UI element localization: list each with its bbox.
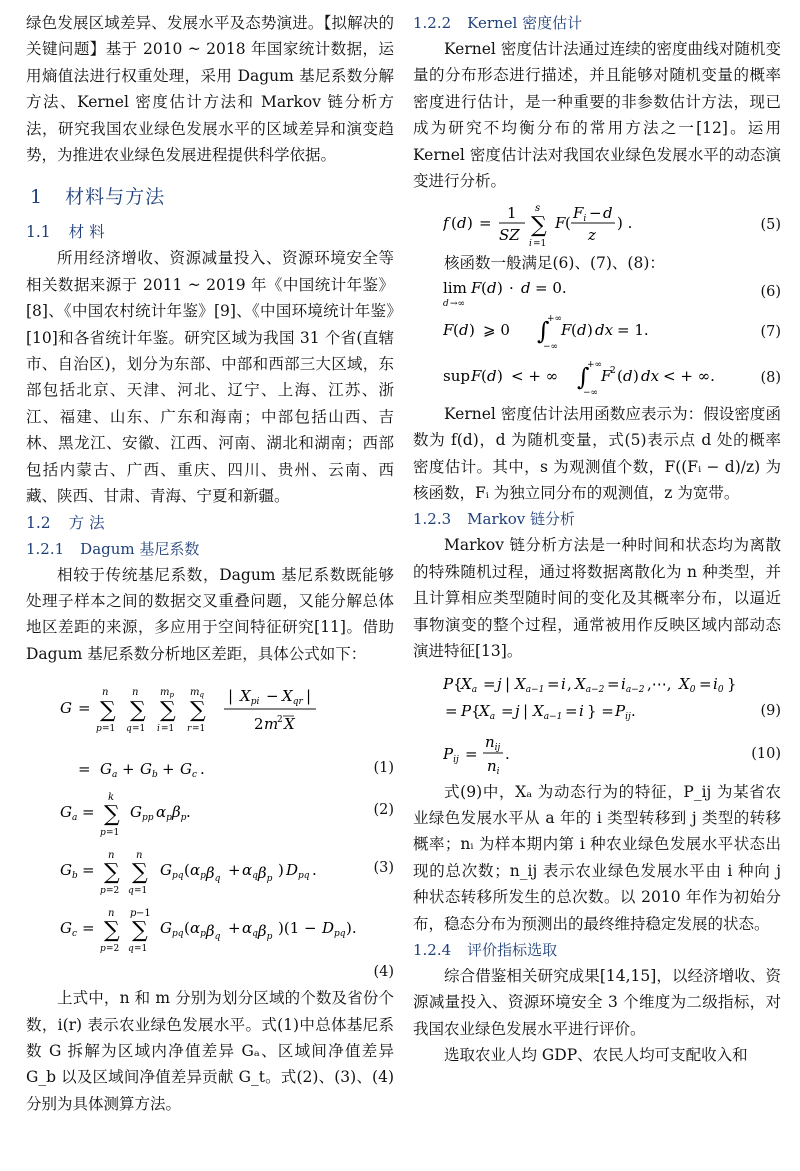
svg-text:−∞: −∞ — [583, 387, 599, 398]
svg-text:=1: =1 — [134, 886, 148, 897]
svg-text:(: ( — [617, 366, 623, 385]
svg-text:i: i — [529, 239, 532, 250]
svg-text:.: . — [312, 861, 317, 880]
svg-text:αqβp: $\alpha_q\beta_p$ — [242, 919, 273, 943]
svg-text:d: d — [577, 320, 587, 339]
svg-text:|: | — [228, 687, 234, 706]
section-1-2-3-heading — [413, 506, 781, 532]
svg-text:Gc: $G_c$ — [60, 919, 78, 940]
svg-text:< + ∞: < + ∞ — [511, 366, 559, 385]
section-title: Dagum 基尼系数 — [80, 539, 200, 558]
svg-text:.: . — [631, 701, 636, 720]
svg-text:(: ( — [571, 320, 577, 339]
equation-5 — [413, 198, 781, 250]
svg-text:): ) — [633, 366, 639, 385]
svg-text:d: d — [623, 366, 633, 385]
markov-paragraph-2: 式(9)中，Xₐ 为动态行为的特征，P_ij 为某省农业绿色发展水平从 a 年的 i 类型转移到 j 类型的转移概率；nᵢ 为样本期内第 i 种农业绿色发展水平状态出现的总次数；n_ij 表示农业绿色发展水平由 i 种向 j 种状态转移所发生的总次数。以 2010 年作为初始分布，稳态分布为预测出的最终维持稳定发展的状态。 — [413, 782, 781, 933]
svg-text:Ga: $G_a$ — [60, 803, 78, 824]
svg-text:∫: ∫ — [577, 362, 590, 391]
section-number: 1.2.3 — [413, 510, 452, 529]
kernel-conditions-text: 核函数一般满足(6)、(7)、(8)： — [444, 254, 665, 273]
svg-text:αp: $\alpha_p$ — [156, 803, 172, 824]
svg-text:∫: ∫ — [537, 316, 550, 345]
section-title: 评价指标选取 — [467, 940, 558, 959]
svg-text:F: F — [443, 320, 454, 339]
svg-text:d: d — [603, 204, 613, 223]
svg-text:F: F — [471, 366, 482, 385]
svg-text:i: i — [561, 674, 566, 693]
svg-text:i0: $i_0$ — [713, 674, 724, 695]
equation-8 — [413, 355, 781, 401]
svg-text:∑: ∑ — [100, 698, 116, 724]
equation-number: (7) — [760, 323, 781, 340]
svg-text:=1: =1 — [106, 828, 120, 839]
equation-number: (5) — [760, 217, 781, 234]
svg-text:Ga: $G_a$ — [100, 760, 118, 781]
svg-text:=1: =1 — [134, 944, 148, 955]
svg-text:⩾ 0: ⩾ 0 — [483, 320, 510, 339]
equation-7 — [413, 311, 781, 353]
svg-text:Gb: $G_b$ — [60, 861, 78, 882]
dagum-paragraph: 相较于传统基尼系数，Dagum 基尼系数既能够处理子样本之间的数据交叉重叠问题，又能分解总体地区差距的来源，多应用于空间特征研究[11]。借助 Dagum 基尼系数分析地区差距，具体公式如下： — [26, 565, 394, 663]
svg-text:): ) — [469, 320, 475, 339]
svg-text:dx: dx — [641, 366, 660, 385]
svg-text:f: f — [443, 214, 449, 233]
svg-text:=: = — [501, 701, 514, 720]
equation-7-formula — [443, 311, 723, 353]
svg-text:=1: =1 — [132, 724, 146, 735]
equation-2-formula — [60, 789, 290, 839]
svg-text:d: d — [457, 214, 467, 233]
svg-text:=: = — [699, 674, 712, 693]
section-title: Kernel 密度估计 — [467, 14, 583, 32]
svg-text:j: j — [497, 674, 502, 693]
svg-text:=: = — [565, 701, 578, 720]
equation-number: (9) — [760, 702, 781, 719]
svg-text:q: q — [126, 724, 132, 735]
equation-4-formula — [60, 905, 400, 957]
equation-number: (3) — [373, 860, 394, 877]
equation-9 — [413, 669, 781, 725]
svg-text:q: q — [128, 944, 134, 955]
right-column — [413, 10, 781, 1069]
svg-text:∑: ∑ — [531, 213, 547, 239]
svg-text:Xa−1: $X_{a-1}$ — [533, 701, 563, 722]
section-1-1-heading — [26, 219, 394, 245]
svg-text:=: = — [465, 744, 478, 763]
equation-8-formula — [443, 355, 773, 401]
svg-text:αpβq: $\alpha_p\beta_q$ — [190, 919, 221, 943]
svg-text:): ) — [278, 861, 284, 880]
svg-text:=2: =2 — [106, 944, 120, 955]
svg-text:G: G — [60, 699, 72, 718]
left-column — [26, 10, 394, 1117]
equation-10-formula — [443, 729, 643, 779]
svg-text:Gb: $G_b$ — [140, 760, 158, 781]
svg-text:−: − — [266, 687, 279, 706]
equation-6-formula — [443, 277, 683, 309]
svg-text:mq: $m_q$ — [190, 687, 204, 700]
svg-text:(: ( — [451, 214, 457, 233]
section-number: 1.2.2 — [413, 14, 452, 32]
materials-paragraph: 所用经济增收、资源减量投入、资源环境安全等相关数据来源于 2011 ~ 2019 年《中国统计年鉴》[8]、《中国农村统计年鉴》[9]、《中国环境统计年鉴》[10]和各省统计年鉴。研究区域为我国 31 个省(直辖市、自治区)，划分为东部、中部和西部三大区域，东部包括北京、天津、河北、辽宁、上海、江苏、浙江、福建、山东、广东和海南；中部包括山西、吉林、黑龙江、安徽、江西、河南、湖北和湖南；西部包括内蒙古、广西、重庆、四川、贵州、云南、西藏、陕西、甘肃、青海、宁夏和新疆。 — [26, 249, 394, 506]
svg-text:,: , — [567, 674, 572, 693]
svg-text:F: F — [561, 320, 572, 339]
svg-text:.: . — [505, 744, 510, 763]
svg-text:=: = — [82, 919, 95, 938]
svg-text:=1: =1 — [161, 724, 175, 735]
svg-text:(: ( — [184, 919, 190, 938]
svg-text:.: . — [200, 760, 205, 779]
section-number: 1.1 — [26, 223, 51, 242]
svg-text:(: ( — [565, 214, 571, 233]
svg-text:=1: =1 — [192, 724, 206, 735]
equation-number: (2) — [373, 802, 394, 819]
equation-1 — [26, 673, 394, 751]
svg-text:=: = — [82, 803, 95, 822]
equation-6 — [413, 277, 781, 309]
svg-text:): ) — [497, 278, 503, 297]
equation-number: (8) — [760, 369, 781, 386]
svg-text:+: + — [228, 861, 241, 880]
svg-text:nij: $n_{ij}$ — [485, 732, 501, 753]
svg-text:p: p — [100, 828, 106, 839]
svg-text:=1: =1 — [102, 724, 116, 735]
svg-text:): ) — [467, 214, 473, 233]
svg-text:Xqr: $X_{qr}$ — [282, 687, 303, 708]
svg-text:·: · — [509, 278, 514, 297]
svg-text:→∞: →∞ — [450, 298, 466, 309]
equation-number: (4) — [373, 964, 394, 981]
svg-text:(: ( — [481, 278, 487, 297]
equation-9-formula — [443, 669, 800, 725]
svg-text:|: | — [523, 701, 529, 720]
svg-text:Fi: $F_i$ — [573, 204, 587, 225]
equation-explanation-paragraph: 上式中，n 和 m 分别为划分区域的个数及省份个数，i(r) 表示农业绿色发展水平。式(1)中总体基尼系数 G 拆解为区域内净值差异 Gₐ、区域间净值差异 G_b 以及区域间净值差异贡献 G_t。式(2)、(3)、(4)分别为具体测算方法。 — [26, 989, 394, 1113]
equation-3 — [26, 847, 394, 899]
svg-text:d: d — [521, 278, 531, 297]
svg-text:r: r — [187, 724, 192, 735]
svg-text:= 0.: = 0. — [535, 278, 567, 297]
svg-text:SZ: SZ — [499, 226, 520, 245]
svg-text:∑: ∑ — [130, 698, 146, 724]
svg-text:{: { — [471, 701, 481, 720]
section-1-heading — [30, 182, 394, 209]
svg-text:2: 2 — [254, 715, 264, 734]
indicators-paragraph-2: 选取农业人均 GDP、农民人均可支配收入和 — [444, 1046, 748, 1065]
svg-text:Gpq: $G_{pq}$ — [160, 861, 184, 882]
svg-text:m: m — [264, 715, 279, 734]
svg-text:∑: ∑ — [160, 698, 176, 724]
svg-text:Gpq: $G_{pq}$ — [160, 919, 184, 940]
equation-number: (1) — [373, 760, 394, 777]
equation-1-line-2 — [26, 757, 394, 783]
svg-text:i: i — [157, 724, 160, 735]
svg-text:p: p — [100, 886, 106, 897]
svg-text:mp: $m_p$ — [160, 687, 174, 700]
section-title: 材 料 — [68, 223, 105, 242]
svg-text:s: s — [535, 203, 541, 215]
svg-text:|: | — [306, 687, 312, 706]
section-number: 1.2.1 — [26, 539, 65, 558]
svg-text:=: = — [479, 214, 492, 233]
svg-text:P: P — [461, 701, 472, 720]
svg-text:(: ( — [184, 861, 190, 880]
section-title: Markov 链分析 — [467, 510, 576, 529]
svg-text:∑: ∑ — [132, 860, 148, 886]
svg-text:Gpp: $G_{pp}$ — [130, 803, 154, 824]
svg-text:Xa: $X_a$ — [461, 674, 478, 695]
svg-text:∑: ∑ — [104, 860, 120, 886]
section-title: 方 法 — [68, 513, 105, 532]
svg-text:Xa: $X_a$ — [479, 701, 496, 722]
svg-text:2: 2 — [277, 715, 283, 726]
equation-5-formula — [443, 198, 703, 250]
svg-text:X0: $X_0$ — [679, 674, 696, 695]
svg-text:} =: } = — [587, 701, 614, 720]
section-1-2-heading — [26, 510, 394, 536]
svg-text:−: − — [589, 204, 602, 223]
svg-text:F: F — [555, 214, 566, 233]
svg-text:+: + — [228, 919, 241, 938]
svg-text:k: k — [108, 792, 115, 804]
section-number: 1 — [30, 186, 44, 209]
kernel-paragraph-1: Kernel 密度估计法通过连续的密度曲线对随机变量的分布形态进行描述，并且能够对随机变量的概率密度进行估计，是一种重要的非参数估计方法，现已成为研究不均衡分布的常用方法之一[12]。运用 Kernel 密度估计法对我国农业绿色发展水平的动态演变进行分析。 — [413, 40, 781, 191]
svg-text:+∞: +∞ — [587, 359, 603, 370]
section-1-2-2-heading — [413, 10, 781, 36]
svg-text:): ) — [587, 320, 593, 339]
svg-text:d: d — [487, 278, 497, 297]
svg-text:< + ∞.: < + ∞. — [663, 366, 715, 385]
svg-text:∑: ∑ — [104, 918, 120, 944]
svg-text:αqβp: $\alpha_q\beta_p$ — [242, 861, 273, 885]
equation-4 — [26, 905, 394, 985]
svg-text:+: + — [162, 760, 175, 779]
svg-text:d: d — [459, 320, 469, 339]
svg-text:Dpq: $D_{pq}$ — [322, 919, 346, 940]
svg-text:): ) — [497, 366, 503, 385]
svg-text:∑: ∑ — [190, 698, 206, 724]
equation-1-formula — [26, 673, 366, 751]
svg-text:=1: =1 — [533, 239, 547, 250]
svg-text:αpβq: $\alpha_p\beta_q$ — [190, 861, 221, 885]
svg-text:F: F — [471, 278, 482, 297]
svg-text:i: i — [579, 701, 584, 720]
svg-text:n: n — [132, 687, 139, 699]
svg-text:)(1 −: )(1 − — [278, 919, 317, 938]
svg-text:2: 2 — [610, 365, 616, 376]
equation-3-formula — [60, 847, 360, 899]
svg-text:p: p — [100, 944, 106, 955]
svg-text:ia−2: $i_{a-2}$ — [621, 674, 645, 695]
svg-text:∑: ∑ — [104, 802, 120, 828]
svg-text:Gc: $G_c$ — [180, 760, 198, 781]
svg-text:F: F — [601, 366, 612, 385]
svg-text:−∞: −∞ — [543, 341, 559, 352]
equation-number: (10) — [751, 745, 781, 762]
svg-text:= 1.: = 1. — [617, 320, 649, 339]
svg-text:q: q — [128, 886, 134, 897]
section-number: 1.2 — [26, 513, 51, 532]
equation-10 — [413, 729, 781, 779]
svg-text:=: = — [78, 699, 91, 718]
svg-text:lim: lim — [443, 278, 467, 297]
svg-text:=: = — [607, 674, 620, 693]
svg-text:,⋯,: ,⋯, — [647, 674, 672, 693]
svg-text:Dpq: $D_{pq}$ — [286, 861, 310, 882]
svg-text:.: . — [186, 803, 191, 822]
equation-2 — [26, 789, 394, 839]
equation-1-continuation — [66, 757, 266, 781]
svg-text:−1: −1 — [136, 908, 151, 920]
svg-text:1: 1 — [507, 204, 517, 223]
svg-text:).: ). — [346, 919, 357, 938]
svg-text:(: ( — [453, 320, 459, 339]
svg-text:p: p — [96, 724, 102, 735]
svg-text:d: d — [487, 366, 497, 385]
svg-text:dx: dx — [595, 320, 614, 339]
svg-text:Xa−2: $X_{a-2}$ — [575, 674, 605, 695]
svg-text:ni: $n_i$ — [487, 756, 500, 777]
svg-text:βp: $\beta_p$ — [172, 803, 187, 824]
svg-text:∑: ∑ — [132, 918, 148, 944]
svg-text:) .: ) . — [617, 214, 633, 233]
svg-text:P: P — [443, 674, 454, 693]
svg-text:=: = — [78, 760, 91, 779]
equation-number: (6) — [760, 283, 781, 300]
svg-text:sup: sup — [443, 366, 470, 385]
svg-text:{: { — [453, 674, 463, 693]
svg-text:=: = — [445, 701, 458, 720]
svg-text:n: n — [108, 908, 115, 920]
section-number: 1.2.4 — [413, 940, 452, 959]
svg-text:Pij: $P_{ij}$ — [443, 744, 459, 765]
intro-paragraph: 绿色发展区域差异、发展水平及态势演进。【拟解决的关键问题】基于 2010 ~ 2018 年国家统计数据，运用熵值法进行权重处理，采用 Dagum 基尼系数分解方法、Kernel 密度估计方法和 Markov 链分析方法，研究我国农业绿色发展水平的区域差异和演变趋势，为推进农业绿色发展进程提供科学依据。 — [26, 14, 394, 165]
svg-text:}: } — [727, 674, 737, 693]
svg-text:p: p — [130, 908, 137, 920]
svg-text:+: + — [122, 760, 135, 779]
svg-text:(: ( — [481, 366, 487, 385]
svg-text:d: d — [443, 298, 449, 309]
markov-paragraph-1: Markov 链分析方法是一种时间和状态均为离散的特殊随机过程，通过将数据离散化为 n 种类型，并且计算相应类型随时间的变化及其概率分布，以逼近事物演变的整个过程，通常被用作反映区域内部动态演进特征[13]。 — [413, 536, 781, 661]
svg-text:=: = — [547, 674, 560, 693]
svg-text:=: = — [82, 861, 95, 880]
svg-text:n: n — [102, 687, 109, 699]
svg-text:+∞: +∞ — [547, 313, 563, 324]
svg-text:z: z — [588, 226, 596, 245]
svg-text:=2: =2 — [106, 886, 120, 897]
svg-text:Xpi: $X_{pi}$ — [240, 687, 260, 708]
section-title: 材料与方法 — [65, 186, 166, 209]
section-1-2-1-heading — [26, 536, 394, 562]
svg-text:n: n — [136, 850, 143, 862]
svg-text:j: j — [515, 701, 520, 720]
section-1-2-4-heading — [413, 937, 781, 963]
svg-text:Pij: $P_{ij}$ — [615, 701, 631, 722]
svg-text:n: n — [108, 850, 115, 862]
svg-text:X: X — [284, 715, 295, 734]
svg-text:Xa−1: $X_{a-1}$ — [515, 674, 545, 695]
svg-text:|: | — [505, 674, 511, 693]
svg-text:=: = — [483, 674, 496, 693]
indicators-paragraph-1: 综合借鉴相关研究成果[14,15]，以经济增收、资源减量投入、资源环境安全 3 个维度为二级指标，对我国农业绿色发展水平进行评价。 — [413, 966, 781, 1038]
kernel-paragraph-2: Kernel 密度估计法用函数应表示为：假设密度函数为 f(d)，d 为随机变量，式(5)表示点 d 处的概率密度估计。其中，s 为观测值个数，F((Fᵢ − d)/z) 为核函数，Fᵢ 为独立同分布的观测值，z 为宽带。 — [413, 404, 781, 503]
